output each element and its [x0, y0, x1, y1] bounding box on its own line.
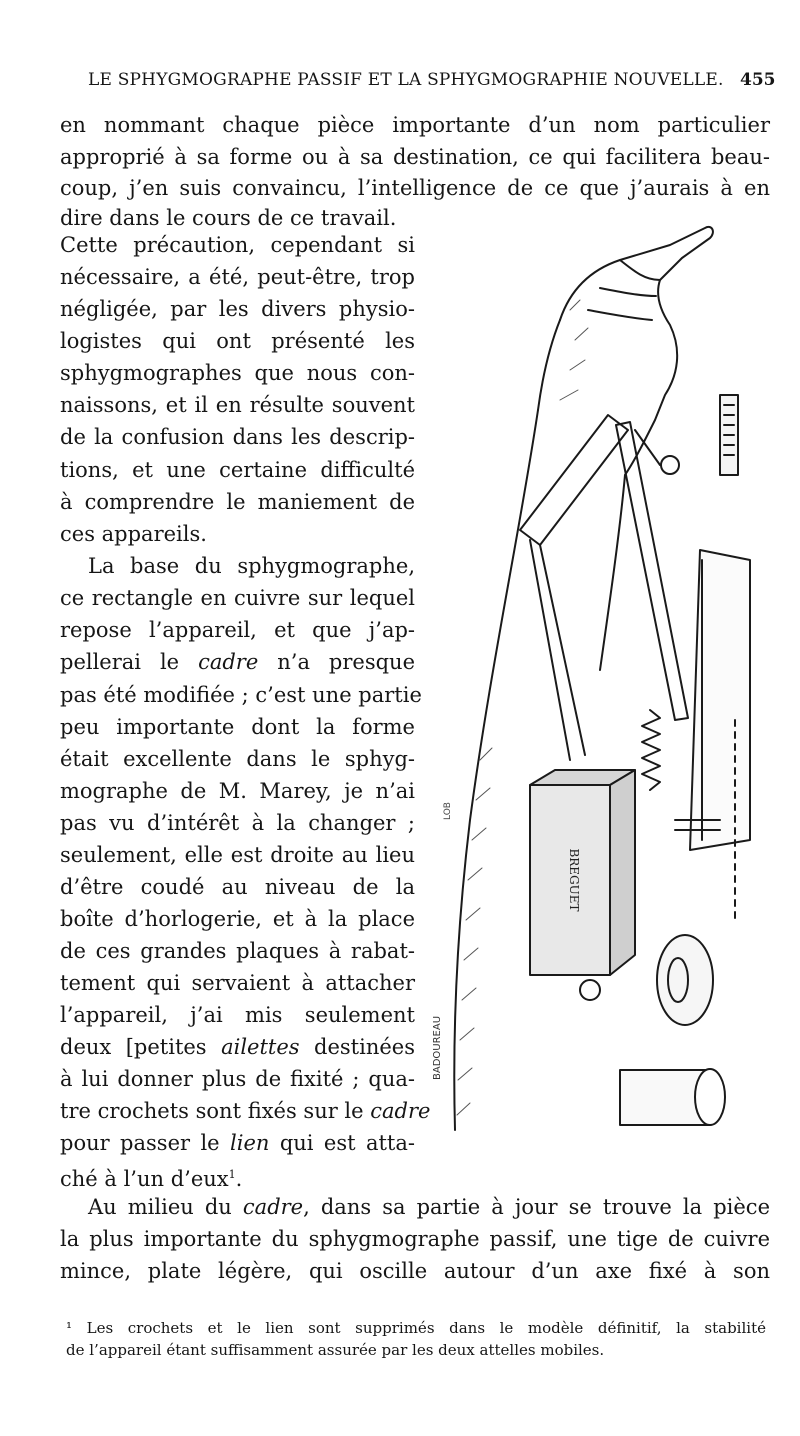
text-line: de ces grandes plaques à rabat- — [60, 939, 415, 963]
text-line: boîte d’horlogerie, et à la place — [60, 907, 415, 931]
text-line — [88, 1192, 770, 1222]
text-line: en nommant chaque pièce importante d’un nom particulier — [60, 113, 770, 137]
text-line: seulement, elle est droite au lieu — [60, 843, 415, 867]
text-line: peu importante dont la forme — [60, 715, 415, 739]
text-line: La base du sphygmographe, — [88, 554, 415, 578]
text-line: Cette précaution, cependant si — [60, 233, 415, 257]
text-line: était excellente dans le sphyg- — [60, 747, 415, 771]
italic-term: ailettes — [221, 1035, 300, 1059]
text-line: repose l’appareil, et que j’ap- — [60, 618, 415, 642]
text-run: Les crochets et le lien sont supprimés dans le modèle définitif, la stabilité — [86, 1319, 766, 1337]
text-line: tement qui servaient à attacher — [60, 971, 415, 995]
text-line — [60, 1128, 415, 1158]
text-line — [60, 1096, 431, 1126]
text-line: pas vu d’intérêt à la changer ; — [60, 811, 415, 835]
text-run: destinées — [299, 1035, 415, 1059]
footnote-marker: ¹ — [66, 1319, 73, 1337]
text-line: à comprendre le maniement de — [60, 490, 415, 514]
maker-plate: BREGUET — [567, 848, 581, 912]
text-line: ce rectangle en cuivre sur lequel — [60, 586, 415, 610]
paper-roll — [657, 935, 713, 1025]
footnote-line: de l’appareil étant suffisamment assurée par les deux attelles mobiles. — [66, 1341, 605, 1359]
text-line: mince, plate légère, qui oscille autour d’un axe fixé à son — [60, 1259, 770, 1283]
text-line: coup, j’en suis convaincu, l’intelligence de ce que j’aurais à en — [60, 176, 770, 200]
text-run: , dans sa partie à jour se trouve la pièce — [303, 1195, 770, 1219]
text-line — [60, 1160, 242, 1194]
spring — [642, 710, 660, 790]
text-run: pour passer le — [60, 1131, 231, 1155]
text-line: l’appareil, j’ai mis seulement — [60, 1003, 415, 1027]
text-line: à lui donner plus de fixité ; qua- — [60, 1067, 415, 1091]
text-line: tions, et une certaine difficulté — [60, 458, 415, 482]
text-line: mographe de M. Marey, je n’ai — [60, 779, 415, 803]
italic-term: cadre — [198, 650, 259, 674]
frame — [520, 415, 628, 545]
text-line: pas été modifiée ; c’est une partie — [60, 683, 422, 707]
paper-strip — [690, 550, 750, 850]
footnote-line — [66, 1318, 766, 1338]
forearm-outline — [454, 410, 538, 1130]
paper-roll — [695, 1069, 725, 1125]
text-line: dire dans le cours de ce travail. — [60, 206, 397, 230]
text-line: la plus importante du sphygmographe passif, une tige de cuivre — [60, 1227, 770, 1251]
italic-term: lien — [230, 1131, 270, 1155]
text-line — [60, 647, 415, 677]
text-line: de la confusion dans les descrip- — [60, 425, 415, 449]
text-line: logistes qui ont présenté les — [60, 329, 415, 353]
text-run: ché à l’un d’eux — [60, 1167, 229, 1191]
text-run: tre crochets sont fixés sur le — [60, 1099, 371, 1123]
text-line: négligée, par les divers physio- — [60, 297, 415, 321]
text-line: ces appareils. — [60, 522, 207, 546]
running-title: LE SPHYGMOGRAPHE PASSIF ET LA SPHYGMOGRAPHIE NOUVELLE. — [88, 70, 724, 90]
text-line: naissons, et il en résulte souvent — [60, 393, 415, 417]
text-run: n’a presque — [258, 650, 415, 674]
adjusting-knob — [661, 456, 679, 474]
text-run: qui est atta- — [269, 1131, 415, 1155]
text-run: Au milieu du — [88, 1195, 243, 1219]
text-line: sphygmographes que nous con- — [60, 361, 415, 385]
text-run: . — [235, 1167, 243, 1191]
hand-outline — [560, 227, 713, 475]
side-mark: LOB — [443, 802, 453, 820]
text-line: nécessaire, a été, peut-être, trop — [60, 265, 415, 289]
text-line — [60, 1032, 415, 1062]
italic-term: cadre — [370, 1099, 431, 1123]
sphygmograph-illustration — [420, 200, 780, 1150]
engraver-signature: BADOUREAU — [432, 1015, 443, 1080]
footnote-ref: 1 — [228, 1168, 236, 1181]
text-run: pellerai le — [60, 650, 199, 674]
lever-arm — [616, 422, 688, 720]
italic-term: cadre — [242, 1195, 304, 1219]
text-run: deux [petites — [60, 1035, 222, 1059]
text-line: d’être coudé au niveau de la — [60, 875, 415, 899]
page-number: 455 — [740, 70, 776, 90]
text-line: approprié à sa forme ou à sa destination, ce qui facilitera beau- — [60, 145, 770, 169]
